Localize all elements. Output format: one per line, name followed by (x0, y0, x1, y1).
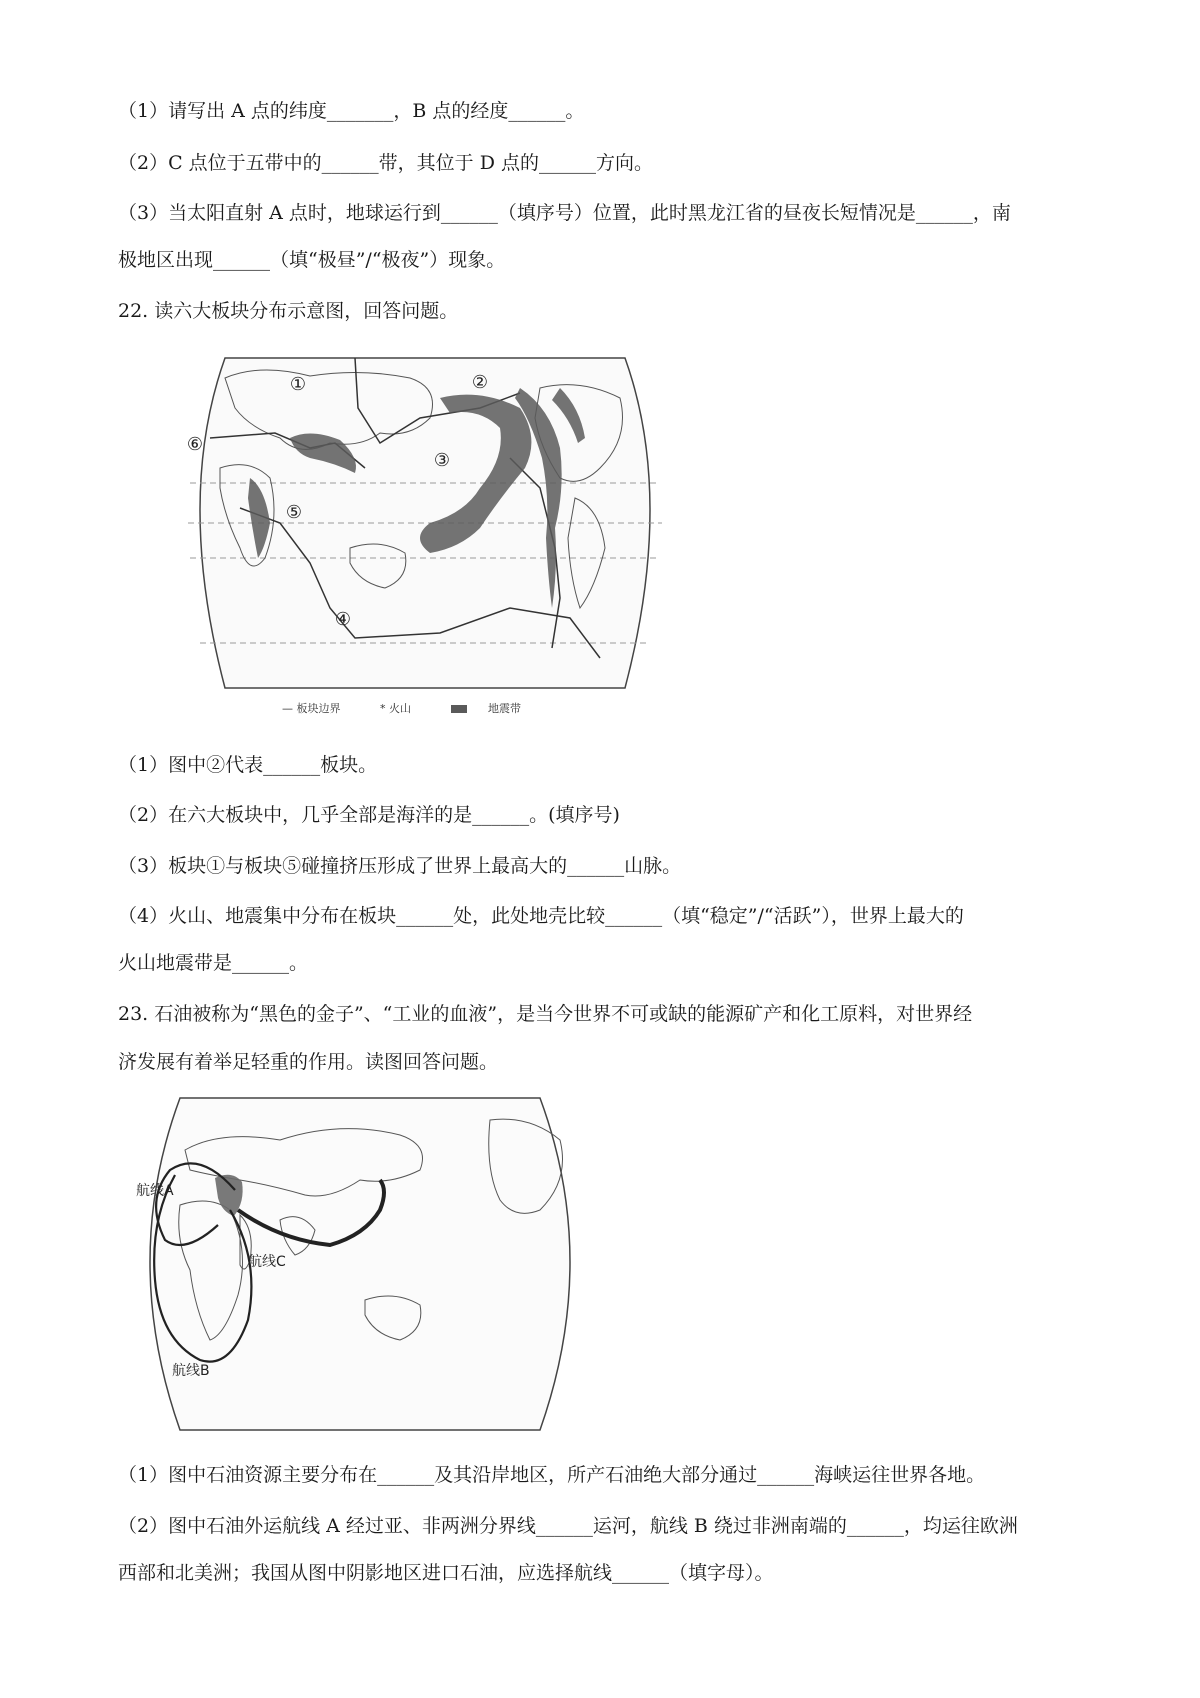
q23-stem-line1: 23. 石油被称为“黑色的金子”、“工业的血液”，是当今世界不可或缺的能源矿产和化工原料，对世界经 (118, 1003, 973, 1025)
legend-quake-belt (451, 702, 540, 715)
q21-sub1: （1）请写出 A 点的纬度_______，B 点的经度______。 (118, 100, 585, 122)
legend-volcano: * 火山 (380, 702, 411, 715)
q22-sub4-line2: 火山地震带是______。 (118, 952, 309, 974)
q22-sub4-line1: （4）火山、地震集中分布在板块______处，此处地壳比较______（填“稳定”/“活跃”），世界上最大的 (118, 905, 964, 927)
q23-sub1: （1）图中石油资源主要分布在______及其沿岸地区，所产石油绝大部分通过______海峡运往世界各地。 (118, 1464, 986, 1486)
legend-boundary: — 板块边界 (282, 702, 341, 715)
route-a-label: 航线A (136, 1183, 174, 1199)
plate-label-1: ① (289, 374, 307, 395)
quake-belt-swatch (451, 705, 467, 713)
q22-sub1: （1）图中②代表______板块。 (118, 754, 378, 776)
plate-label-2: ② (471, 372, 489, 393)
q22-sub3: （3）板块①与板块⑤碰撞挤压形成了世界上最高大的______山脉。 (118, 855, 682, 877)
legend-volcano-label: 火山 (389, 702, 411, 715)
q21-sub3-line2: 极地区出现______（填“极昼”/“极夜”）现象。 (118, 249, 506, 271)
q21-sub2: （2）C 点位于五带中的______带，其位于 D 点的______方向。 (118, 152, 653, 174)
legend-quake-belt-label: 地震带 (488, 702, 521, 715)
oil-route-map (130, 1090, 590, 1440)
plate-label-6: ⑥ (186, 434, 204, 455)
q23-stem-line2: 济发展有着举足轻重的作用。读图回答问题。 (118, 1051, 499, 1073)
plate-map (180, 348, 670, 708)
q22-sub2: （2）在六大板块中，几乎全部是海洋的是______。(填序号) (118, 804, 620, 826)
q21-sub3-line1: （3）当太阳直射 A 点时，地球运行到______（填序号）位置，此时黑龙江省的昼夜长短情况是______，南 (118, 202, 1011, 224)
q23-sub2-line1: （2）图中石油外运航线 A 经过亚、非两洲分界线______运河，航线 B 绕过非洲南端的______，均运往欧洲 (118, 1515, 1018, 1537)
plate-label-5: ⑤ (285, 502, 303, 523)
plate-label-4: ④ (334, 609, 352, 630)
q22-stem: 22. 读六大板块分布示意图，回答问题。 (118, 300, 459, 322)
q23-sub2-line2: 西部和北美洲；我国从图中阴影地区进口石油，应选择航线______（填字母）。 (118, 1562, 774, 1584)
plate-label-3: ③ (433, 450, 451, 471)
route-b-label: 航线B (172, 1363, 210, 1379)
route-c-label: 航线C (248, 1254, 286, 1270)
legend-boundary-label: 板块边界 (296, 702, 341, 715)
plate-map-legend (282, 700, 557, 716)
